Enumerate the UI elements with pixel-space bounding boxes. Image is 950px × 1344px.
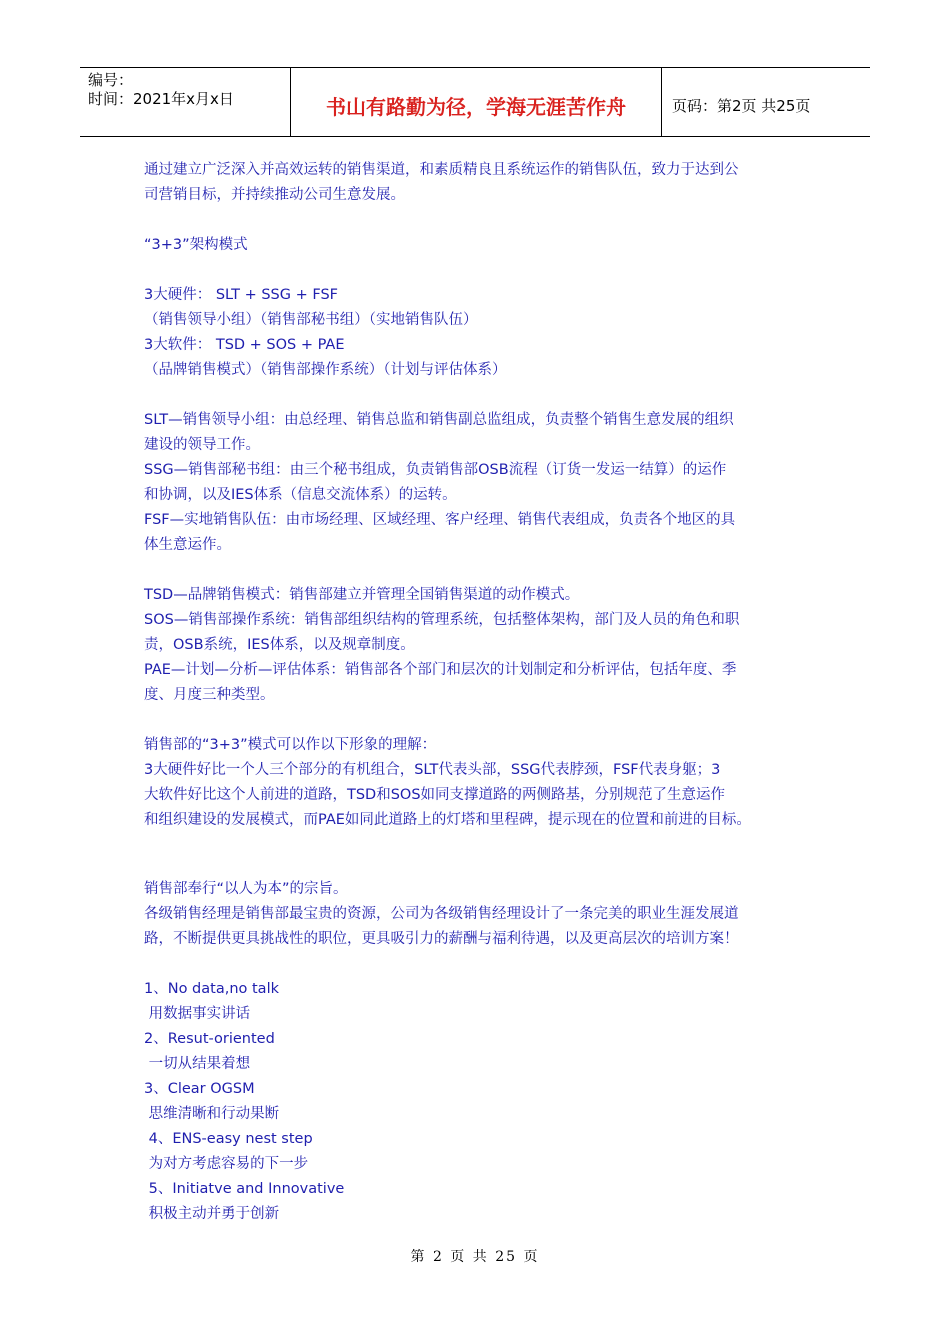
paragraph: FSF—实地销售队伍：由市场经理、区域经理、客户经理、销售代表组成，负责各个地区的具 (144, 512, 736, 528)
paragraph: （品牌销售模式）（销售部操作系统）（计划与评估体系） (144, 362, 507, 378)
principle-title: 4、ENS-easy nest step (144, 1131, 313, 1147)
doc-date: 时间：2021年x月x日 (88, 90, 234, 108)
principle-title: 2、Resut-oriented (144, 1031, 275, 1047)
doc-number: 编号： (88, 71, 134, 89)
paragraph: 路，不断提供更具挑战性的职位，更具吸引力的薪酬与福利待遇，以及更高层次的培训方案！ (144, 931, 739, 947)
principle-title: 3、Clear OGSM (144, 1081, 255, 1097)
header-meta (80, 68, 291, 136)
paragraph: 3大硬件好比一个人三个部分的有机组合，SLT代表头部，SSG代表脖颈，FSF代表身躯；3 (144, 762, 721, 778)
principle-desc: 积极主动并勇于创新 (144, 1206, 280, 1222)
paragraph: 销售部奉行“以人为本”的宗旨。 (144, 881, 348, 897)
paragraph: SOS—销售部操作系统：销售部组织结构的管理系统，包括整体架构，部门及人员的角色和职 (144, 612, 740, 628)
document-body (144, 158, 824, 1227)
paragraph: 体生意运作。 (144, 537, 231, 553)
paragraph: 和协调，以及IES体系（信息交流体系）的运转。 (144, 487, 457, 503)
principle-title: 5、Initiatve and Innovative (144, 1181, 345, 1197)
header-motto: 书山有路勤为径，学海无涯苦作舟 (291, 68, 662, 136)
principle-desc: 为对方考虑容易的下一步 (144, 1156, 309, 1172)
paragraph: 大软件好比这个人前进的道路，TSD和SOS如同支撑道路的两侧路基，分别规范了生意运作 (144, 787, 726, 803)
paragraph: 和组织建设的发展模式，而PAE如同此道路上的灯塔和里程碑，提示现在的位置和前进的目标。 (144, 812, 751, 828)
paragraph: 3大硬件： SLT + SSG + FSF (144, 287, 338, 303)
principle-title: 1、No data,no talk (144, 981, 279, 997)
paragraph: 销售部的“3+3”模式可以作以下形象的理解： (144, 737, 437, 753)
page-header (80, 67, 870, 137)
paragraph: SLT—销售领导小组：由总经理、销售总监和销售副总监组成，负责整个销售生意发展的组织 (144, 412, 734, 428)
paragraph: 责，OSB系统，IES体系，以及规章制度。 (144, 637, 415, 653)
paragraph: 各级销售经理是销售部最宝贵的资源，公司为各级销售经理设计了一条完美的职业生涯发展道 (144, 906, 739, 922)
page-footer: 第 2 页 共 25 页 (410, 1249, 540, 1265)
paragraph: （销售领导小组）（销售部秘书组）（实地销售队伍） (144, 312, 478, 328)
principle-desc: 一切从结果着想 (144, 1056, 251, 1072)
paragraph: 度、月度三种类型。 (144, 687, 275, 703)
paragraph: TSD—品牌销售模式：销售部建立并管理全国销售渠道的动作模式。 (144, 587, 580, 603)
paragraph: 司营销目标，并持续推动公司生意发展。 (144, 187, 405, 203)
principle-desc: 用数据事实讲话 (144, 1006, 251, 1022)
paragraph: 建设的领导工作。 (144, 437, 260, 453)
header-page-info: 页码：第2页 共25页 (672, 96, 811, 115)
section-title: “3+3”架构模式 (144, 237, 248, 253)
paragraph: 3大软件： TSD + SOS + PAE (144, 337, 345, 353)
paragraph: 通过建立广泛深入并高效运转的销售渠道，和素质精良且系统运作的销售队伍，致力于达到公 (144, 162, 739, 178)
principle-desc: 思维清晰和行动果断 (144, 1106, 280, 1122)
paragraph: SSG—销售部秘书组：由三个秘书组成，负责销售部OSB流程（订货一发运一结算）的运作 (144, 462, 727, 478)
paragraph: PAE—计划—分析—评估体系：销售部各个部门和层次的计划制定和分析评估，包括年度、季 (144, 662, 737, 678)
